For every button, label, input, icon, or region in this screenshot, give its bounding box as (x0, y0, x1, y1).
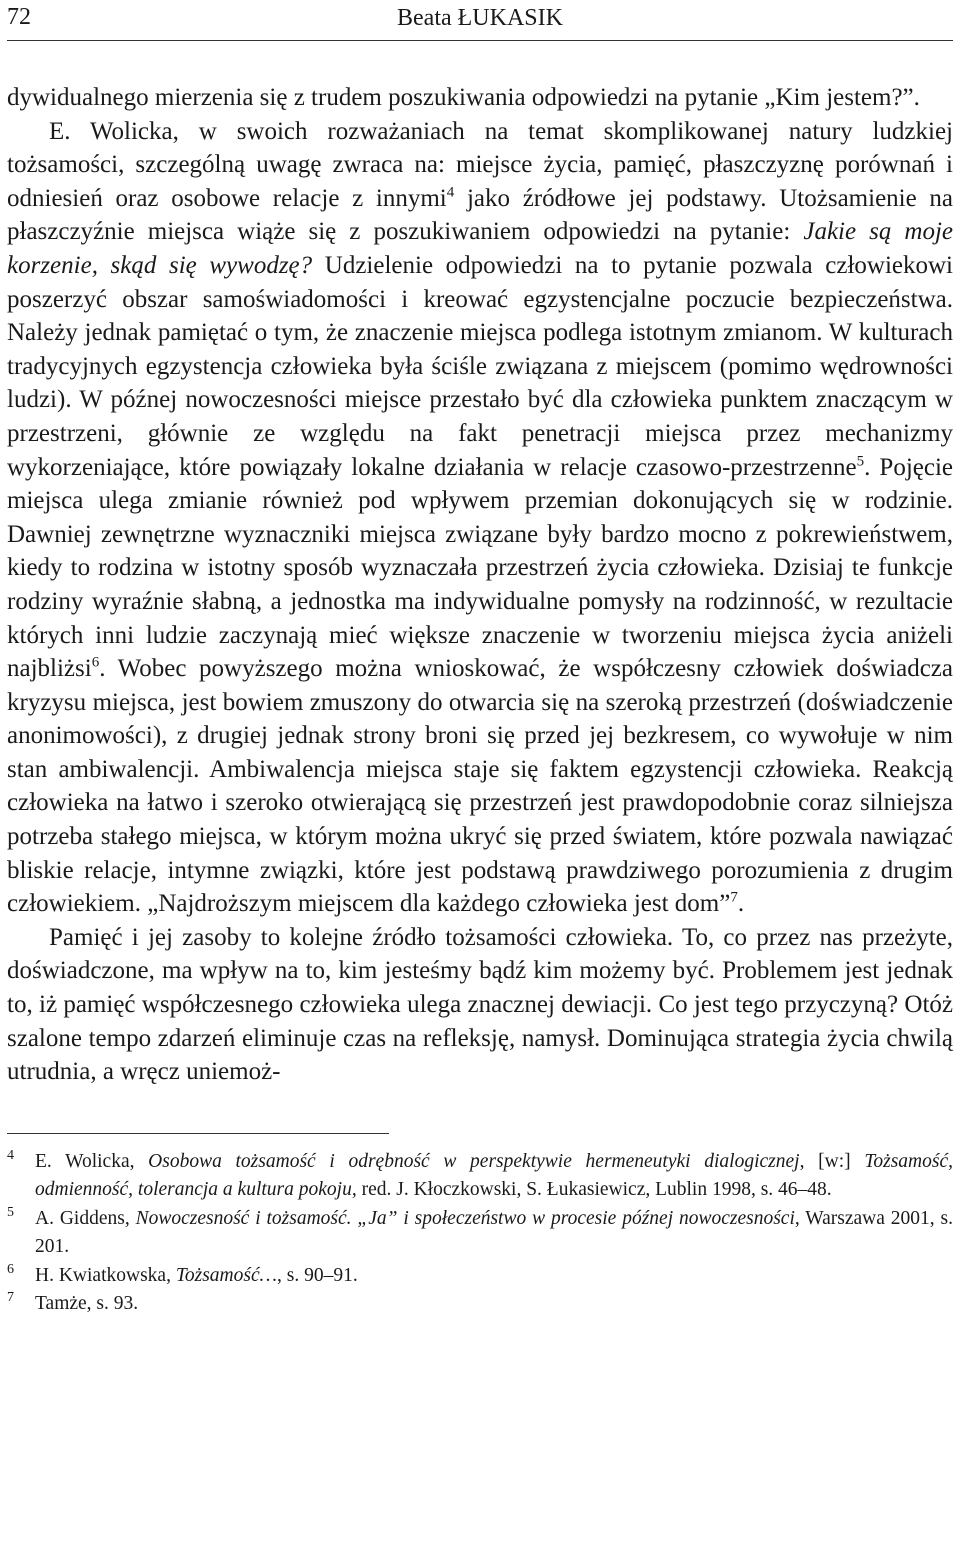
page-number: 72 (7, 4, 31, 30)
paragraph-continuation: dywidualnego mierzenia się z trudem poszukiwania odpowiedzi na pytanie „Kim jestem?”. E. Wolicka, w swoich rozważaniach na temat skomplikowanej natury ludzkiej tożsamości, szczególną uwagę zwraca na: miejsce życia, pamięć, płaszczyznę porównań i odniesień oraz osobowe relacje z innymi$^4$ jako źródłowe jej podstawy. Utożsamienie na płaszczyźnie miejsca wiąże się z poszukiwaniem odpowiedzi na pytanie: Jakie są moje korzenie, skąd się wywodzę? Udzielenie odpowiedzi na to pytanie pozwala człowiekowi poszerzyć obszar samoświadomości i kreować egzystencjalne poczucie bezpieczeństwa. Należy jednak pamiętać o tym, że znaczenie miejsca podlega istotnym zmianom. W kulturach tradycyjnych egzystencja człowieka była ściśle związana z miejscem (pomimo wędrowności ludzi). W późnej nowoczesności miejsce przestało być dla człowieka punktem znaczącym w przestrzeni, głównie ze względu na fakt penetracji miejsca przez mechanizmy wykorzeniające, które powiązały lokalne działania w relacje czasowo-przestrzenne$^5$. Pojęcie miejsca ulega zmianie również pod wpływem przemian dokonujących się w rodzinie. Dawniej zewnętrzne wyznaczniki miejsca związane były bardzo mocno z pokrewieństwem, kiedy to rodzina w istotny sposób wyznaczała przestrzeń życia człowieka. Dzisiaj te funkcje rodziny wyraźnie słabną, a jednostka ma indywidualne pomysły na rodzinność, w rezultacie których inni ludzie zaczynają mieć większe znaczenie w tworzeniu miejsca życia aniżeli najbliżsi$^6$. Wobec powyższego można wnioskować, że współczesny człowiek doświadcza kryzysu miejsca, jest bowiem zmuszony do otwarcia się na szeroką przestrzeń (doświadczenie anonimowości), z drugiej jednak strony broni się przed jej bezkresem, co wywołuje w nim stan ambiwalencji. Ambiwalencja miejsca staje się faktem egzystencji człowieka. Reakcją człowieka na łatwo i szeroko otwierającą się przestrzeń jest prawdopodobnie coraz silniejsza potrzeba stałego miejsca, w którym można ukryć się przed światem, które pozwala nawiązać bliskie relacje, intymne związki, które jest podstawą prawdziwego porozumienia z drugim człowiekiem. „Najdroższym miejscem dla każdego człowieka jest dom”$^7$. (7, 84, 954, 918)
footnote-number: 7 (7, 1290, 14, 1306)
footnote-7: 7 Tamże, s. 93. (7, 1290, 953, 1319)
italic-question: Jakie są moje korzenie, skąd się wywodzę? (7, 218, 954, 279)
page (7, 0, 953, 1319)
running-header (7, 0, 953, 41)
paragraph-memory: Pamięć i jej zasoby to kolejne źródło tożsamości człowieka. To, co przez nas przeżyte, doświadczone, ma wpływ na to, kim jesteśmy bądź kim możemy być. Problemem jest jednak to, iż pamięć współczesnego człowieka ulega znacznej dewiacji. Co jest tego przyczyną? Otóż szalone tempo zdarzeń eliminuje czas na refleksję, namysł. Dominująca strategia życia chwilą utrudnia, a wręcz uniemoż- (7, 923, 953, 1086)
footnote-ref-7: 7 (730, 889, 738, 906)
footnote-separator (7, 1133, 389, 1134)
body-text (7, 81, 953, 1089)
footnote-ref-4: 4 (446, 184, 455, 201)
running-head-author: Beata ŁUKASIK (397, 5, 563, 31)
footnote-6: 6 H. Kwiatkowska, Tożsamość…, s. 90–91. (7, 1262, 953, 1291)
footnotes (7, 1148, 953, 1319)
footnote-number: 4 (7, 1147, 14, 1163)
footnote-ref-6: 6 (91, 654, 100, 671)
footnote-5: 5 A. Giddens, Nowoczesność i tożsamość. „Ja” i społeczeństwo w procesie późnej nowoczesności, Warszawa 2001, s. 201. (7, 1205, 953, 1262)
footnote-number: 6 (7, 1261, 14, 1277)
footnote-4: 4 E. Wolicka, Osobowa tożsamość i odrębność w perspektywie hermeneutyki dialogicznej, [w:] Tożsamość, odmienność, tolerancja a kultura pokoju, red. J. Kłoczkowski, S. Łukasiewicz, Lublin 1998, s. 46–48. (7, 1148, 953, 1205)
footnote-ref-5: 5 (856, 453, 865, 470)
footnote-number: 5 (7, 1204, 14, 1220)
